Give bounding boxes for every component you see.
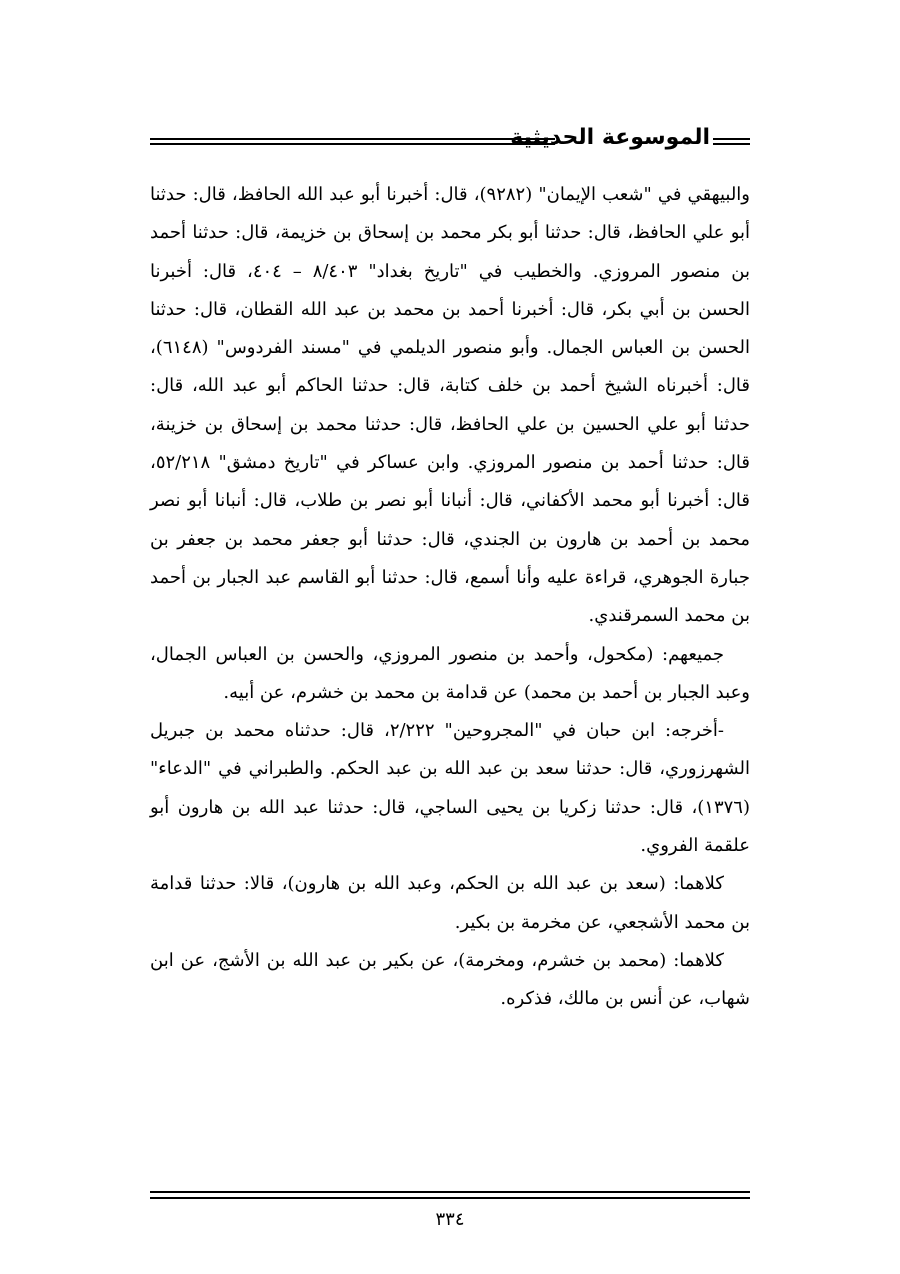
footer-rule-top xyxy=(150,1191,750,1193)
header-rule-right-bottom xyxy=(713,143,750,145)
paragraph-kilahuma-1: كلاهما: (سعد بن عبد الله بن الحكم، وعبد الله بن هارون)، قالا: حدثنا قدامة بن محمد الأشجعي، عن مخرمة بن بكير. xyxy=(150,873,750,933)
header-rule-right-top xyxy=(713,138,750,140)
header-title: الموسوعة الحديثية xyxy=(510,125,710,150)
running-header xyxy=(150,118,750,164)
body-text xyxy=(150,176,750,1019)
paragraph-jamiuhum: جميعهم: (مكحول، وأحمد بن منصور المروزي، والحسن بن العباس الجمال، وعبد الجبار بن أحمد بن محمد) عن قدامة بن محمد بن خشرم، عن أبيه. xyxy=(150,643,750,703)
paragraph-akhrajahu: -أخرجه: ابن حبان في "المجروحين" ٢/٢٢٢، قال: حدثناه محمد بن جبريل الشهرزوري، قال: حدثنا سعد بن عبد الله بن عبد الحكم. والطبراني في "الدعاء"(١٣٧٦)، قال: حدثنا زكريا بن يحيى الساجي، قال: حدثنا عبد الله بن هارون أبو علقمة الفروي. xyxy=(150,720,750,857)
paragraph-sources: والبيهقي في "شعب الإيمان" (٩٢٨٢)، قال: أخبرنا أبو عبد الله الحافظ، قال: حدثنا أبو علي الحافظ، قال: حدثنا أبو بكر محمد بن إسحاق بن خزيمة، قال: حدثنا أحمد بن منصور المروزي. والخطيب في "تاريخ بغداد" ٨/٤٠٣ – ٤٠٤، قال: أخبرنا الحسن بن أبي بكر، قال: أخبرنا أحمد بن محمد بن عبد الله القطان، قال: حدثنا الحسن بن العباس الجمال. وأبو منصور الديلمي في "مسند الفردوس" (٦١٤٨)، قال: أخبرناه الشيخ أحمد بن خلف كتابة، قال: حدثنا الحاكم أبو عبد الله، قال: حدثنا أبو علي الحسين بن علي الحافظ، قال: حدثنا محمد بن إسحاق بن خزينة، قال: حدثنا أحمد بن منصور المروزي. وابن عساكر في "تاريخ دمشق" ٥٢/٢١٨، قال: أخبرنا أبو محمد الأكفاني، قال: أنبانا أبو نصر بن طلاب، قال: أنبانا أبو نصر محمد بن أحمد بن هارون بن الجندي، قال: حدثنا أبو جعفر محمد بن جعفر بن جبارة الجوهري، قراءة عليه وأنا أسمع، قال: حدثنا أبو القاسم عبد الجبار بن أحمد بن محمد السمرقندي. xyxy=(150,184,750,627)
header-rule-left-top xyxy=(150,138,555,140)
paragraph-kilahuma-2: كلاهما: (محمد بن خشرم، ومخرمة)، عن بكير بن عبد الله بن الأشج، عن ابن شهاب، عن أنس بن مالك، فذكره. xyxy=(150,949,750,1010)
page-number: ٣٣٤ xyxy=(435,1209,465,1230)
footer-rule-bottom xyxy=(150,1197,750,1199)
header-rule-left-bottom xyxy=(150,143,555,145)
